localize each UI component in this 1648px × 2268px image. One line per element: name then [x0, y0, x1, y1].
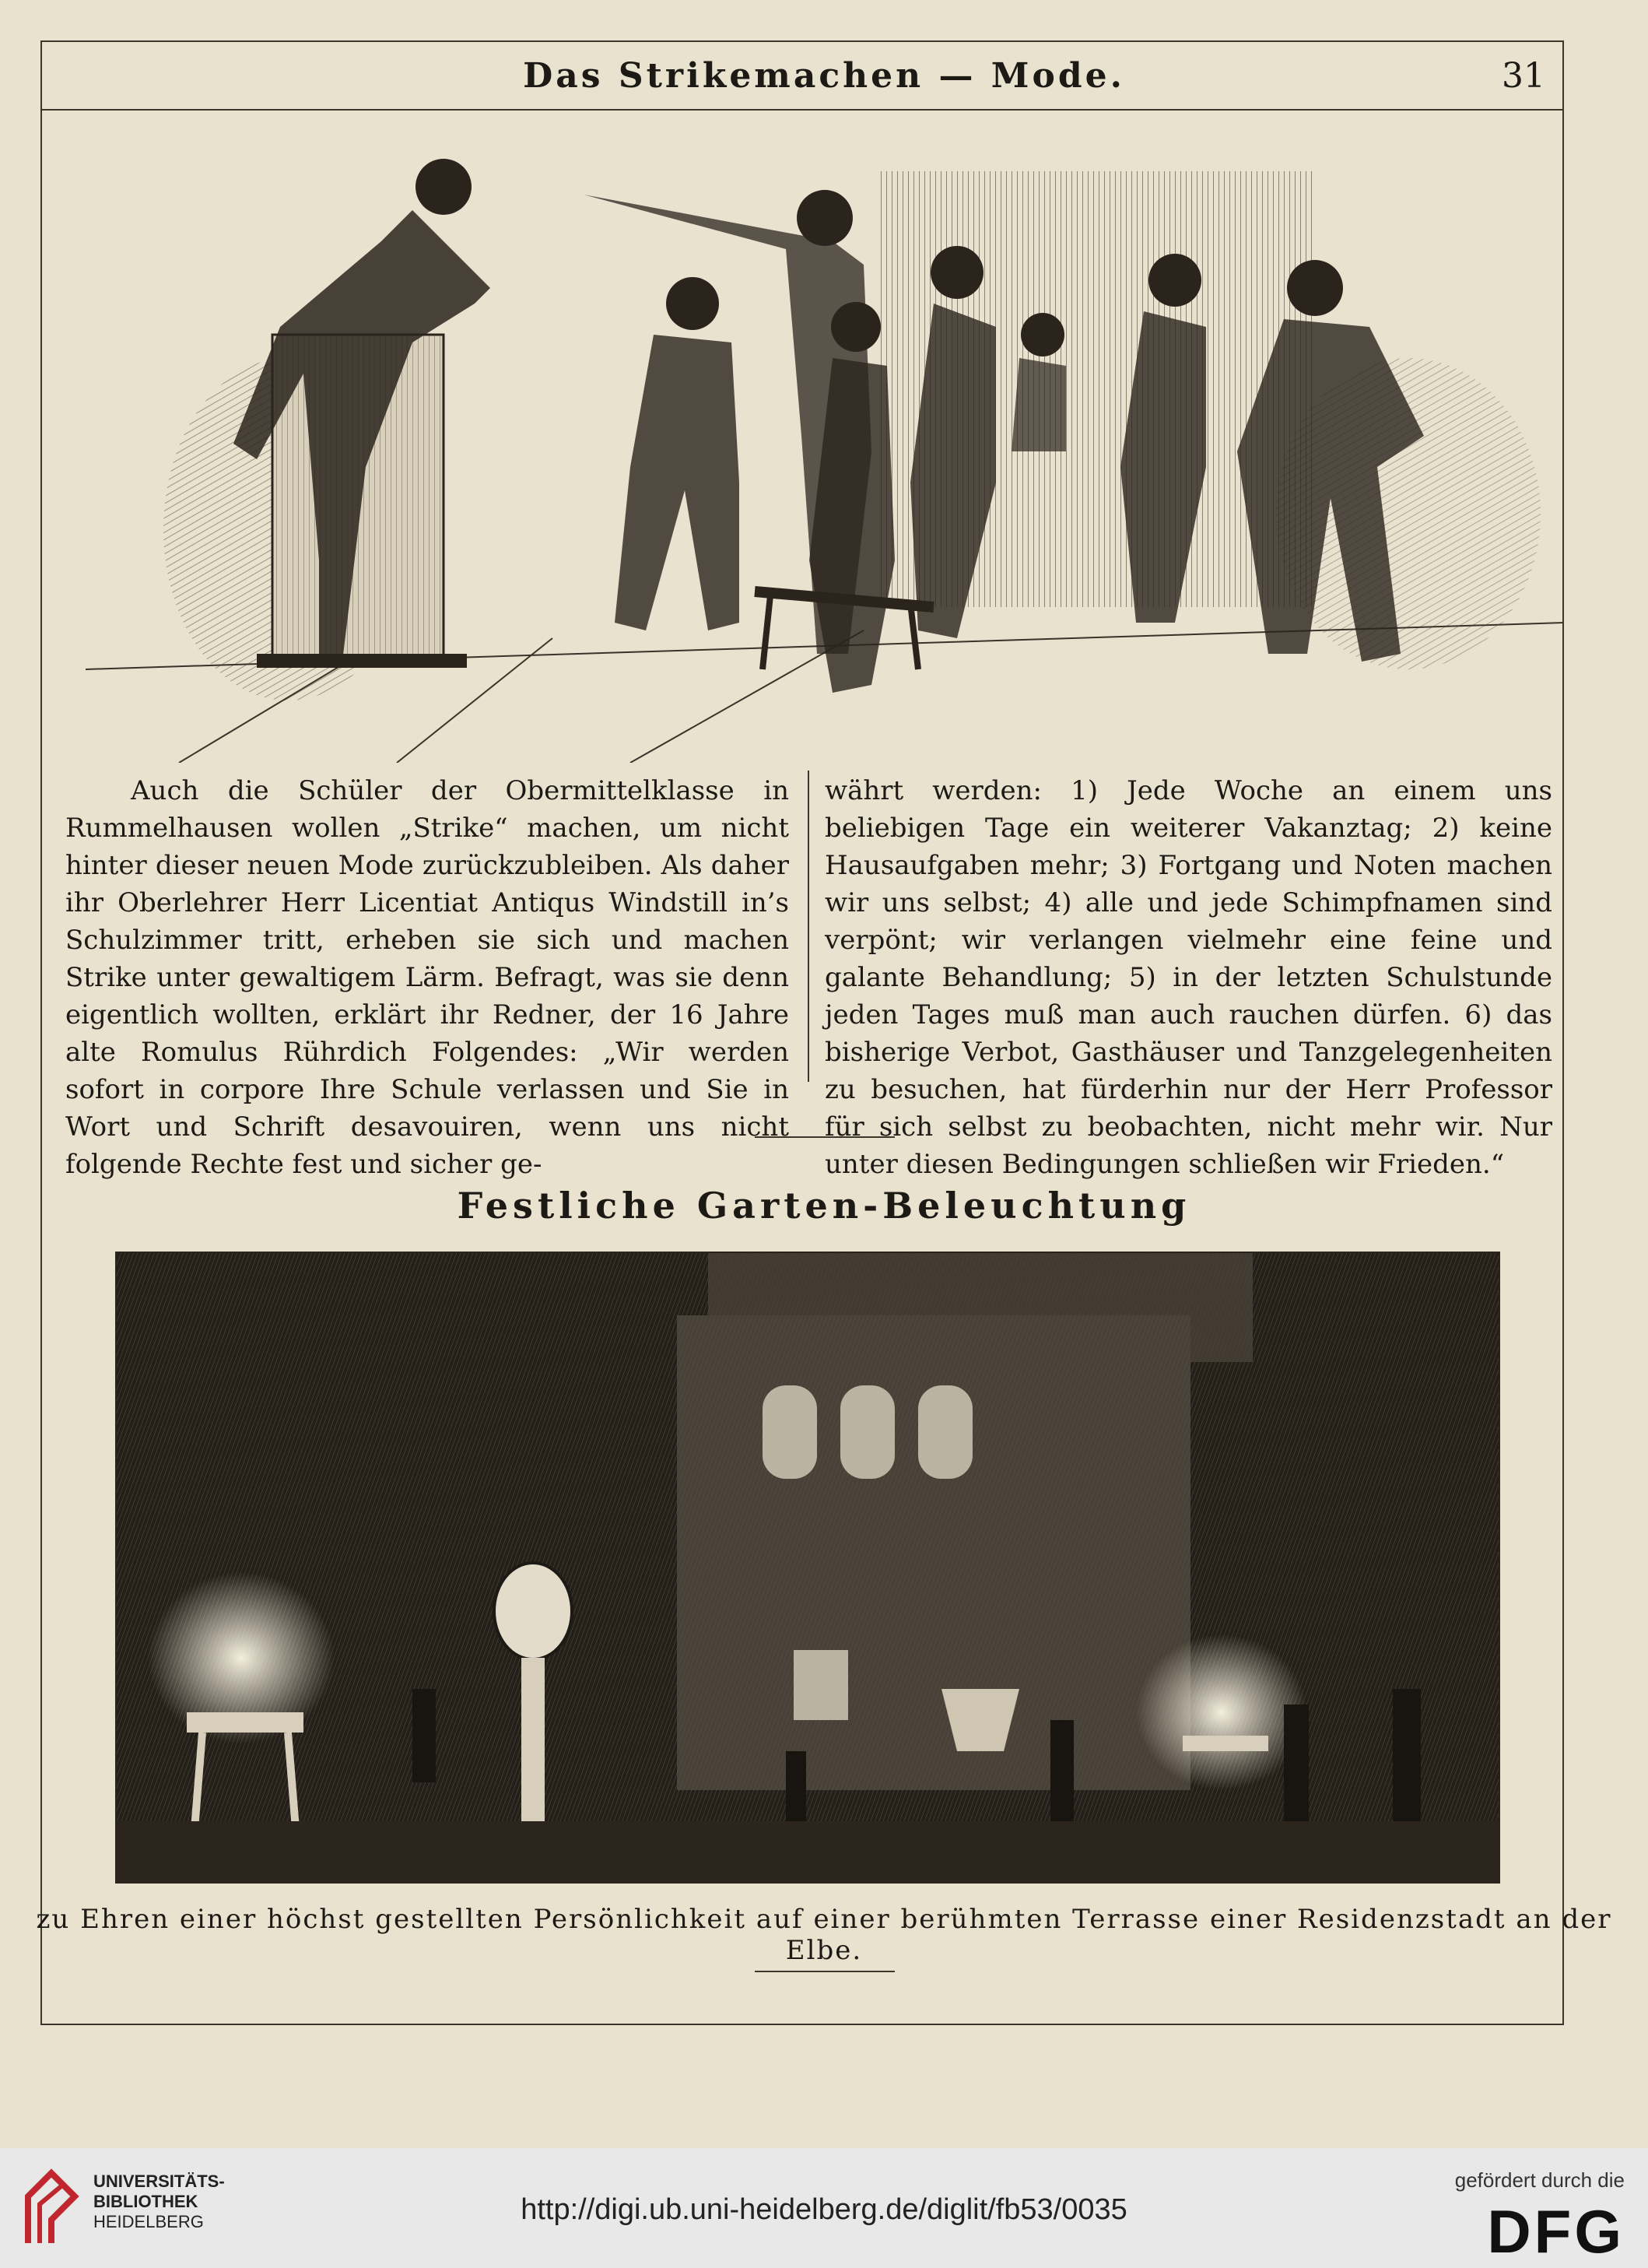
column-divider	[808, 771, 809, 1082]
page-number: 31	[1502, 56, 1545, 96]
section-title: Festliche Garten-Beleuchtung	[457, 1185, 1191, 1227]
classroom-illustration	[86, 125, 1564, 763]
article-left-column: Auch die Schüler der Obermittelklasse in Rummelhausen wollen „Strike“ machen, um nicht hinter dieser neuen Mode zurückzubleiben. Als daher ihr Oberlehrer Herr Licentiat Antiqus Windstill in’s Schulzimmer tritt, erheben sie sich und machen Strike unter gewaltigem Lärm. Befragt, was sie denn eigentlich wollten, erklärt ihr Redner, der 16 Jahre alte Romulus Rührdich Folgendes: „Wir werden sofort in corpore Ihre Schule verlassen und Sie in Wort und Schrift desavouiren, wenn uns nicht folgende Rechte fest und sicher ge-	[65, 775, 789, 1180]
permalink-url[interactable]: http://digi.ub.uni-heidelberg.de/diglit/fb53/0035	[521, 2193, 1127, 2226]
header-divider	[40, 109, 1564, 111]
library-name-line3: HEIDELBERG	[93, 2212, 204, 2231]
library-name-line1: UNIVERSITÄTS-	[93, 2171, 225, 2191]
article-right-column: währt werden: 1) Jede Woche an einem uns beliebigen Tage ein weiterer Vakanztag; 2) keine Hausaufgaben mehr; 3) Fortgang und Noten machen wir uns selbst; 4) alle und jede Schimpfnamen sind verpönt; wir verlangen vielmehr eine feine und galante Behandlung; 5) in der letzten Schulstunde jeden Tages muß man auch rauchen dürfen. 6) das bisherige Verbot, Gasthäuser und Tanzgelegenheiten zu besuchen, hat fürderhin nur der Herr Professor für sich selbst zu beobachten, nicht mehr wir. Nur unter diesen Bedingungen schließen wir Frieden.“	[825, 775, 1552, 1180]
garden-illumination-illustration	[115, 1252, 1500, 1884]
page-title: Das Strikemachen — Mode.	[523, 56, 1125, 96]
library-name-line2: BIBLIOTHEK	[93, 2192, 198, 2211]
illustration-caption: zu Ehren einer höchst gestellten Persönlichkeit auf einer berühmten Terrasse einer Residenzstadt an der Elbe.	[36, 1904, 1612, 1966]
dfg-logo[interactable]: DFG	[1487, 2197, 1625, 2266]
viewer-footer	[0, 2148, 1648, 2268]
funded-by-label: gefördert durch die	[1454, 2168, 1625, 2192]
bottom-separator	[755, 1971, 895, 1972]
section-separator	[755, 1136, 895, 1138]
